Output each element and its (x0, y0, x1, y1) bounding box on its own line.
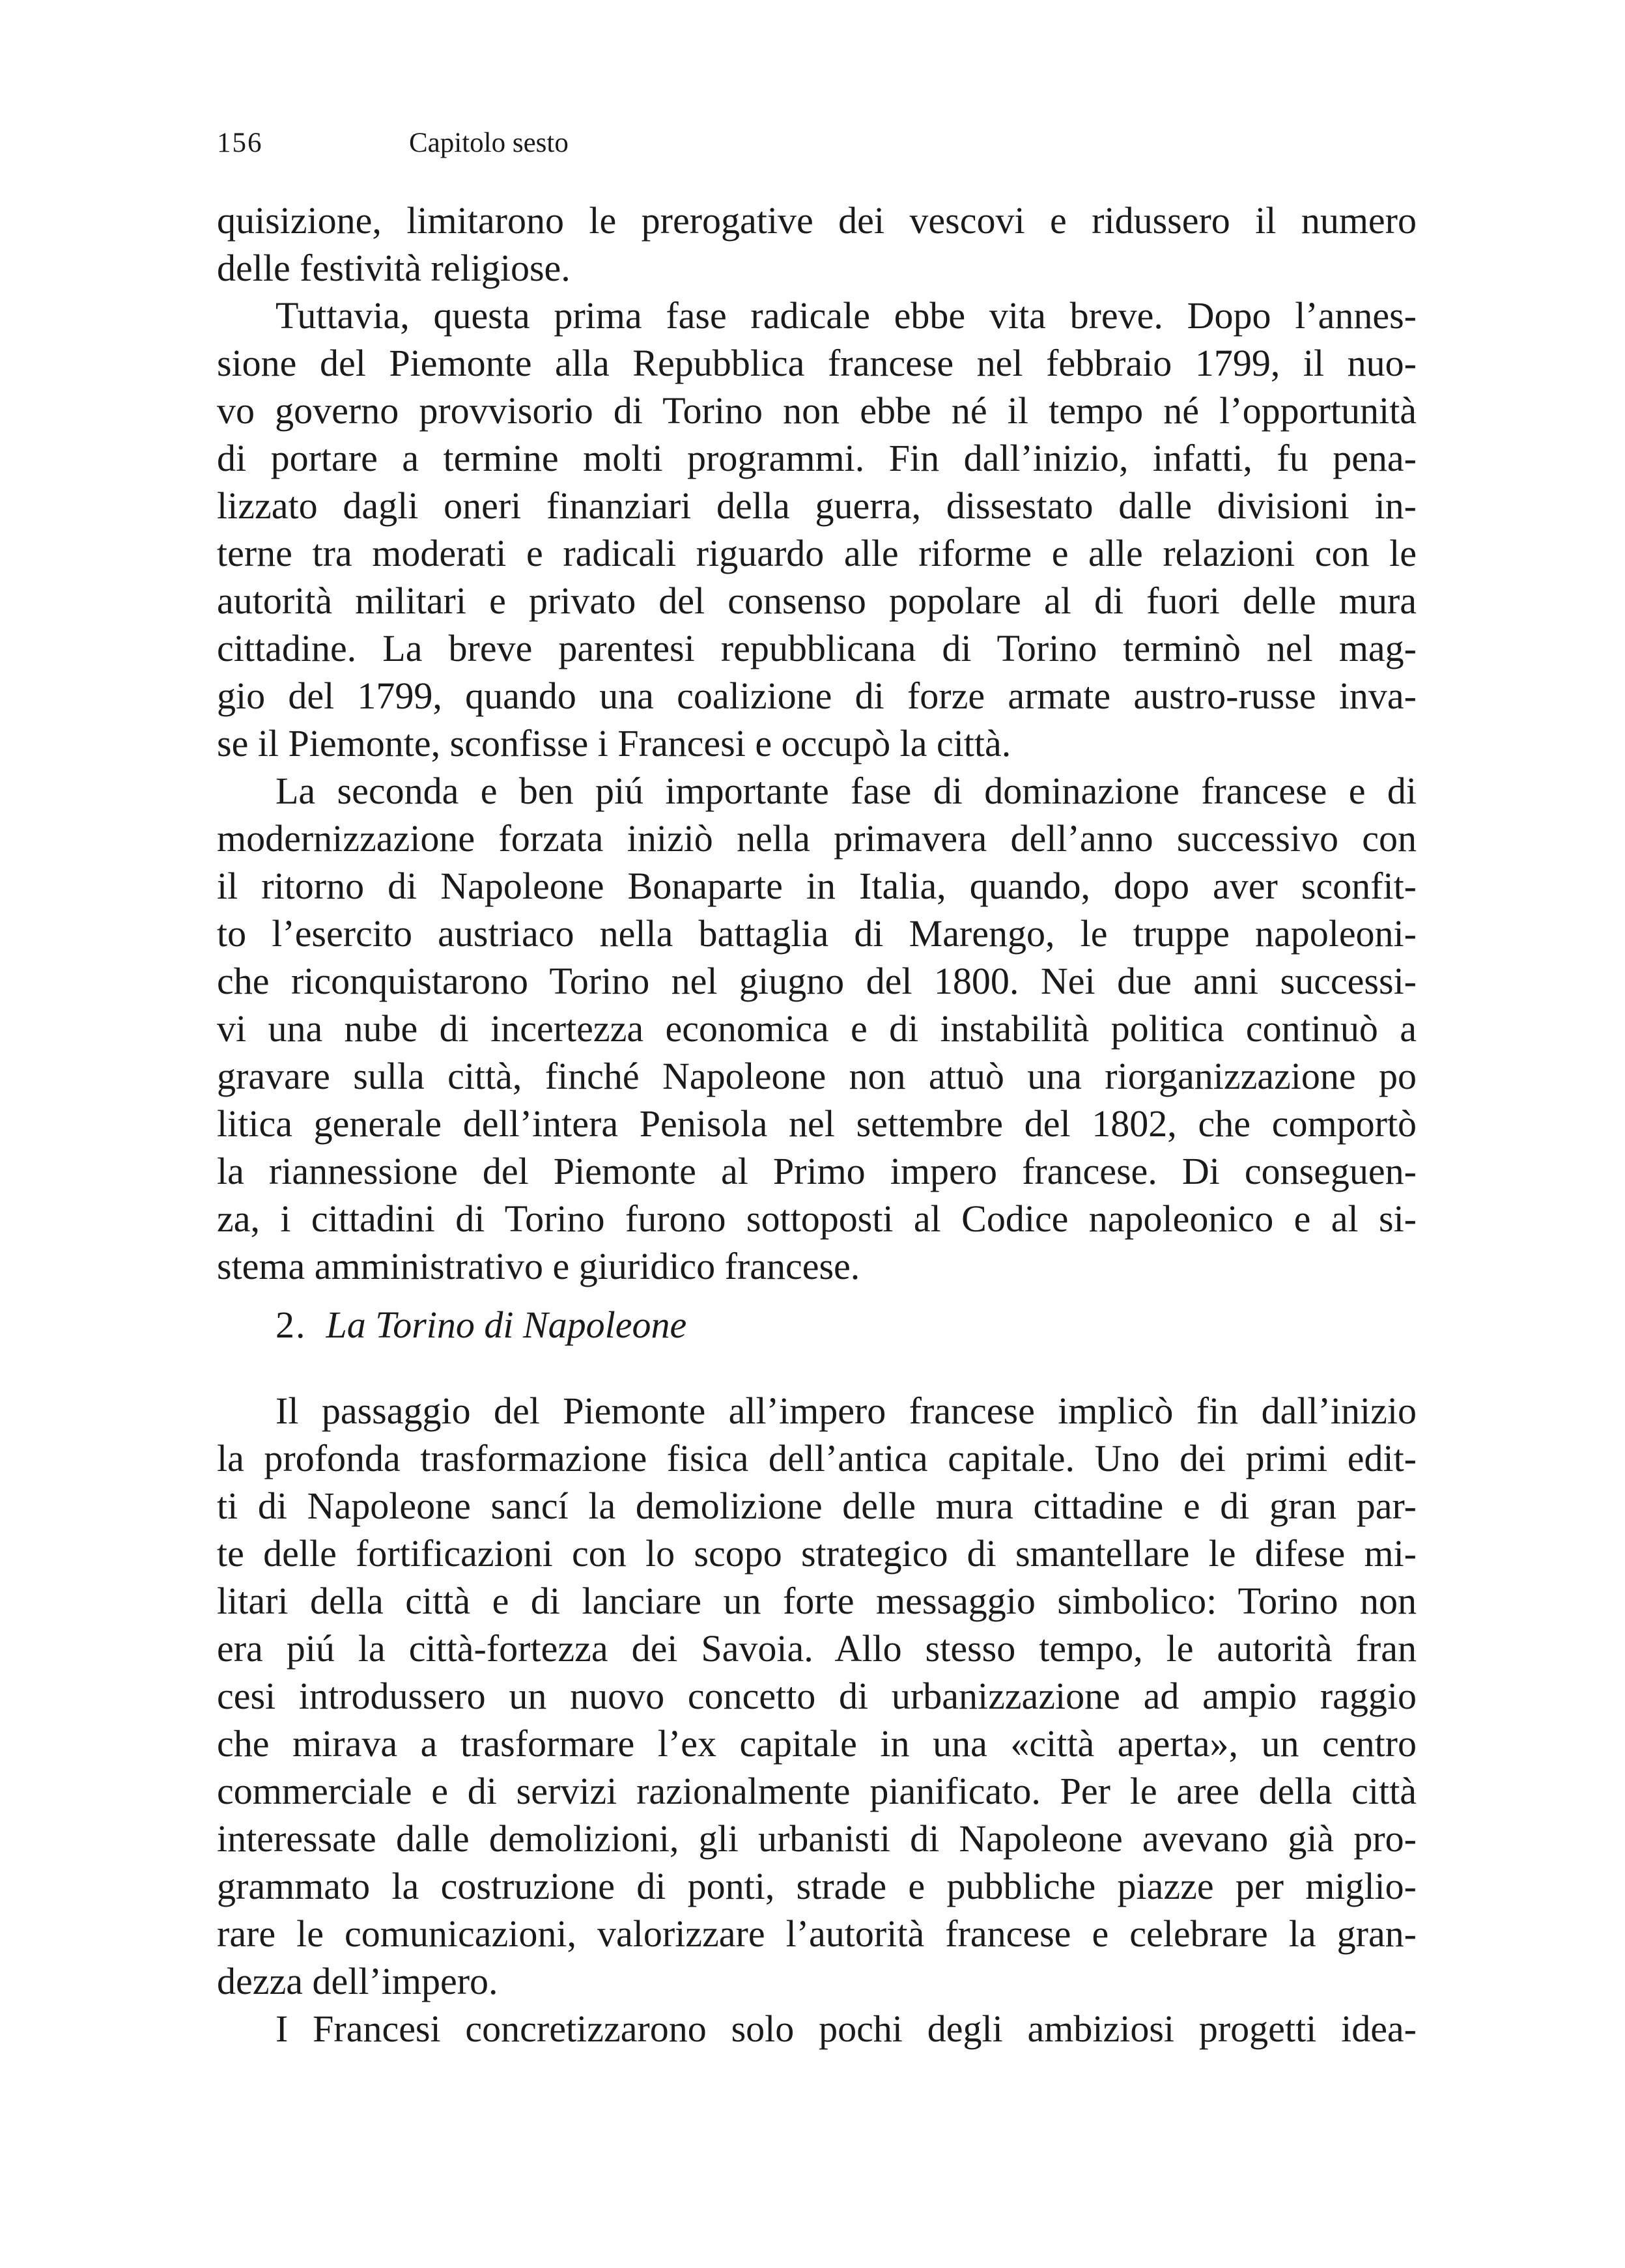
text-line: lizzato dagli oneri finanziari della guerra, dissestato dalle divisioni in- (217, 484, 1417, 527)
section-number: 2. (276, 1304, 307, 1346)
text-line: era piú la città-fortezza dei Savoia. Allo stesso tempo, le autorità fran (217, 1627, 1417, 1670)
text-line: che riconquistarono Torino nel giugno del 1800. Nei due anni successi- (217, 960, 1417, 1002)
text-line: grammato la costruzione di ponti, strade e pubbliche piazze per miglio- (217, 1865, 1417, 1907)
text-line: autorità militari e privato del consenso popolare al di fuori delle mura (217, 580, 1417, 622)
text-line: cesi introdussero un nuovo concetto di urbanizzazione ad ampio raggio (217, 1675, 1417, 1717)
text-line: za, i cittadini di Torino furono sottoposti al Codice napoleonico e al si- (217, 1197, 1417, 1240)
text-line: la profonda trasformazione fisica dell’antica capitale. Uno dei primi edit- (217, 1437, 1417, 1479)
text-line: delle festività religiose. (217, 247, 571, 289)
text-line: litica generale dell’intera Penisola nel settembre del 1802, che comportò (217, 1102, 1417, 1145)
text-line: ti di Napoleone sancí la demolizione delle mura cittadine e di gran par- (217, 1485, 1417, 1527)
text-line: la riannessione del Piemonte al Primo impero francese. Di conseguen- (217, 1150, 1417, 1192)
text-line: Il passaggio del Piemonte all’impero francese implicò fin dall’inizio (276, 1390, 1417, 1432)
text-line: se il Piemonte, sconfisse i Francesi e occupò la città. (217, 722, 1011, 764)
text-line: litari della città e di lanciare un forte messaggio simbolico: Torino non (217, 1580, 1417, 1622)
text-line: I Francesi concretizzarono solo pochi degli ambiziosi progetti idea- (276, 2008, 1417, 2050)
text-line: Tuttavia, questa prima fase radicale ebbe vita breve. Dopo l’annes- (276, 294, 1417, 337)
running-head (217, 124, 1417, 163)
section-title: La Torino di Napoleone (326, 1304, 687, 1346)
text-line: te delle fortificazioni con lo scopo strategico di smantellare le difese mi- (217, 1532, 1417, 1575)
text-line: interessate dalle demolizioni, gli urbanisti di Napoleone avevano già pro- (217, 1817, 1417, 1860)
text-line: to l’esercito austriaco nella battaglia di Marengo, le truppe napoleoni- (217, 912, 1417, 955)
text-line: modernizzazione forzata iniziò nella primavera dell’anno successivo con (217, 817, 1417, 860)
text-line: commerciale e di servizi razionalmente pianificato. Per le aree della città (217, 1770, 1417, 1812)
text-line: stema amministrativo e giuridico francese. (217, 1245, 860, 1287)
text-line: sione del Piemonte alla Repubblica francese nel febbraio 1799, il nuo- (217, 342, 1417, 384)
section-heading (276, 1299, 686, 1351)
chapter-title: Capitolo sesto (409, 128, 569, 158)
book-page (217, 0, 1417, 2268)
text-line: gravare sulla città, finché Napoleone non attuò una riorganizzazione po (217, 1055, 1417, 1097)
text-line: cittadine. La breve parentesi repubblicana di Torino terminò nel mag- (217, 627, 1417, 669)
page-number: 156 (217, 128, 263, 158)
text-line: quisizione, limitarono le prerogative dei vescovi e ridussero il numero (217, 199, 1417, 242)
text-line: rare le comunicazioni, valorizzare l’autorità francese e celebrare la gran- (217, 1912, 1417, 1955)
text-line: vo governo provvisorio di Torino non ebbe né il tempo né l’opportunità (217, 389, 1417, 432)
text-line: terne tra moderati e radicali riguardo alle riforme e alle relazioni con le (217, 532, 1417, 574)
text-line: gio del 1799, quando una coalizione di forze armate austro-russe inva- (217, 675, 1417, 717)
text-line: dezza dell’impero. (217, 1960, 498, 2002)
text-line: La seconda e ben piú importante fase di dominazione francese e di (276, 770, 1417, 812)
text-line: vi una nube di incertezza economica e di instabilità politica continuò a (217, 1007, 1417, 1050)
text-line: di portare a termine molti programmi. Fin dall’inizio, infatti, fu pena- (217, 437, 1417, 479)
text-line: che mirava a trasformare l’ex capitale in una «città aperta», un centro (217, 1722, 1417, 1765)
text-line: il ritorno di Napoleone Bonaparte in Italia, quando, dopo aver sconfit- (217, 865, 1417, 907)
